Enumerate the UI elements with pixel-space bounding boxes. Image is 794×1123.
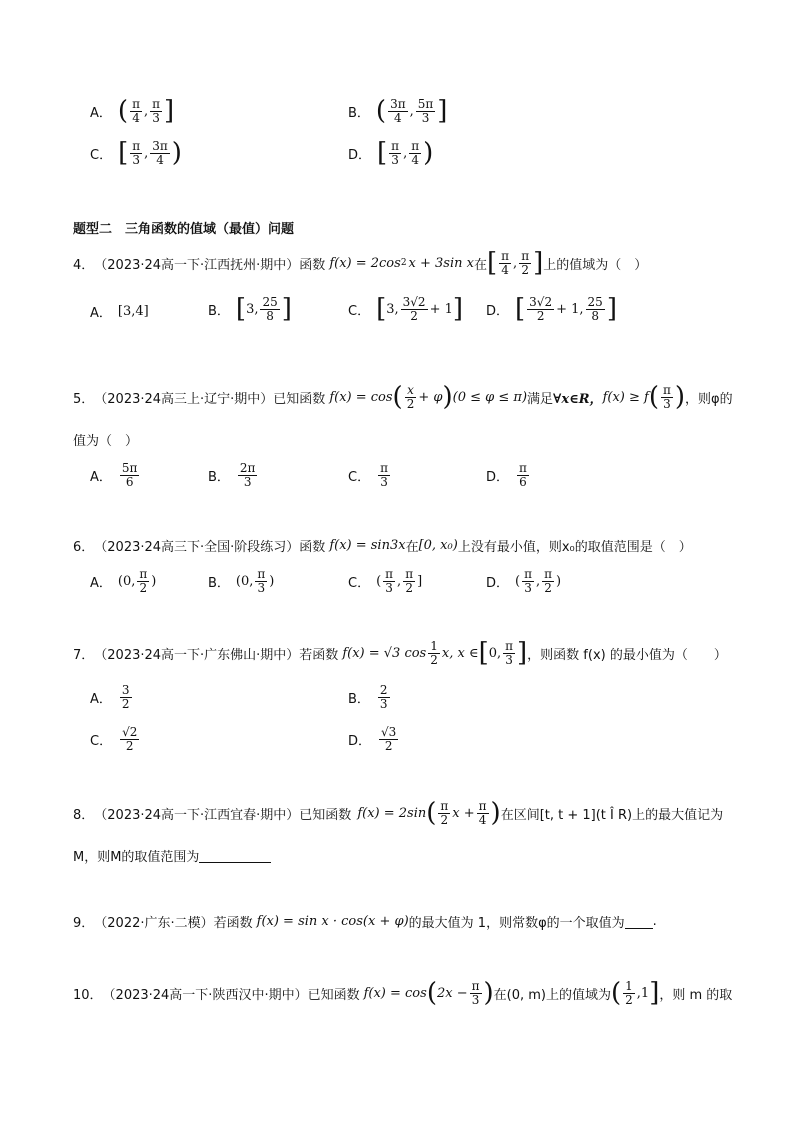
fraction: $\frac{2\pi}{3}$ — [239, 461, 256, 489]
question-7-stem: 7． （2023·24高一下·广东佛山·期中）若函数 f(x) = √3 cos $\frac{1}{2}$ x, x ∈ [ 0, $\frac{\pi}{3}$ ] ，则函数 f(x) 的最小值为（ ） — [73, 638, 727, 669]
fraction: $\frac{5\pi}{6}$ — [121, 461, 138, 489]
fraction: $\frac{1}{2}$ — [430, 639, 438, 667]
section-title: 题型二 三角函数的值域（最值）问题 — [73, 222, 295, 237]
answer-blank[interactable] — [625, 914, 653, 929]
q6-option-d: D． ( $\frac{\pi}{3}$ , $\frac{\pi}{2}$ ) — [486, 567, 562, 595]
fraction: $\frac{3}{2}$ — [121, 683, 130, 711]
q7-option-d: D． $\frac{√3}{2}$ — [348, 725, 397, 753]
q7-option-a: A． $\frac{3}{2}$ — [90, 683, 130, 711]
fraction: $\frac{3\pi}{4}$ — [152, 139, 168, 167]
fraction: $\frac{1}{2}$ — [625, 979, 633, 1007]
fraction: $\frac{\pi}{3}$ — [524, 567, 532, 595]
question-5-stem: 5． （2023·24高三上·辽宁·期中）已知函数 f(x) = cos ( $\frac{x}{2}$ + φ ) (0 ≤ φ ≤ π) 满足 ∀x∈R， f(x) ≥ f ( $\frac{\pi}{3}$ ) ，则φ的 — [73, 382, 733, 413]
q7-option-b: B． $\frac{2}{3}$ — [348, 683, 388, 711]
fraction: $\frac{\pi}{3}$ — [505, 639, 514, 667]
q4-option-c: C． [ 3, $\frac{3√2}{2}$ + 1 ] — [348, 294, 464, 325]
fraction: $\frac{√3}{2}$ — [381, 725, 397, 753]
question-8-line2: M，则M的取值范围为 — [73, 846, 271, 865]
q4-option-a: A． [3,4] — [90, 304, 149, 321]
q6-option-a: A． (0, $\frac{\pi}{2}$ ) — [90, 567, 157, 595]
fraction: $\frac{\pi}{6}$ — [519, 461, 527, 489]
q5-option-c: C． $\frac{\pi}{3}$ — [348, 461, 388, 489]
fraction: $\frac{\pi}{2}$ — [139, 567, 148, 595]
fraction: $\frac{\pi}{3}$ — [662, 383, 671, 411]
fraction: $\frac{\pi}{4}$ — [478, 799, 487, 827]
fraction: $\frac{\pi}{3}$ — [132, 139, 141, 167]
prev-option-d: D． [ $\frac{\pi}{3}$ , $\frac{\pi}{4}$ ) — [348, 138, 434, 169]
fraction: $\frac{x}{2}$ — [406, 383, 415, 411]
fraction: $\frac{3√2}{2}$ — [529, 295, 553, 323]
fraction: $\frac{\pi}{3}$ — [391, 139, 400, 167]
question-5-line2: 值为（ ） — [73, 434, 139, 449]
fraction: $\frac{25}{8}$ — [587, 295, 603, 323]
fraction: $\frac{\pi}{4}$ — [501, 249, 510, 277]
fraction: $\frac{\pi}{3}$ — [257, 567, 266, 595]
q5-option-b: B． $\frac{2\pi}{3}$ — [208, 461, 256, 489]
q7-option-c: C． $\frac{√2}{2}$ — [90, 725, 138, 753]
q5-option-d: D． $\frac{\pi}{6}$ — [486, 461, 527, 489]
question-9-stem: 9． （2022·广东·二模）若函数 f(x) = sin x · cos(x + φ) 的最大值为 1，则常数φ的一个取值为 . — [73, 914, 657, 931]
fraction: $\frac{2}{3}$ — [379, 683, 388, 711]
fraction: $\frac{\pi}{2}$ — [405, 567, 414, 595]
q6-option-c: C． ( $\frac{\pi}{3}$ , $\frac{\pi}{2}$ ] — [348, 567, 423, 595]
fraction: $\frac{\pi}{3}$ — [152, 97, 160, 125]
fraction: $\frac{3\pi}{4}$ — [390, 97, 406, 125]
fraction: $\frac{\pi}{3}$ — [385, 567, 394, 595]
fraction: $\frac{\pi}{2}$ — [521, 249, 530, 277]
fraction: $\frac{√2}{2}$ — [122, 725, 138, 753]
answer-blank[interactable] — [199, 848, 271, 863]
fraction: $\frac{25}{8}$ — [262, 295, 278, 323]
fraction: $\frac{\pi}{2}$ — [440, 799, 449, 827]
q5-option-a: A． $\frac{5\pi}{6}$ — [90, 461, 138, 489]
question-6-stem: 6． （2023·24高三下·全国·阶段练习）函数 f(x) = sin3x 在 [0, x₀) 上没有最小值，则x₀的取值范围是（ ） — [73, 538, 692, 555]
prev-option-a: A． ( $\frac{\pi}{4}$ , $\frac{\pi}{3}$ ] — [90, 96, 175, 127]
prev-option-b: B． ( $\frac{3\pi}{4}$ , $\frac{5\pi}{3}$ ] — [348, 96, 448, 127]
fraction: $\frac{\pi}{3}$ — [380, 461, 388, 489]
question-4-stem: 4． （2023·24高一下·江西抚州·期中）函数 f(x) = 2cos 2 x + 3sin x 在 [ $\frac{\pi}{4}$ , $\frac{\pi}{2}$ ] 上的值域为（ ） — [73, 248, 648, 279]
question-10-stem: 10． （2023·24高一下·陕西汉中·期中）已知函数 f(x) = cos ( 2x − $\frac{\pi}{3}$ ) 在(0, m)上的值域为 ( $\frac{1}{2}$ ,1 ] ，则 m 的取 — [73, 978, 733, 1009]
question-8-stem: 8． （2023·24高一下·江西宜春·期中）已知函数 f(x) = 2sin ( $\frac{\pi}{2}$ x + $\frac{\pi}{4}$ ) 在区间[t, t + 1](t Î R)上的最大值记为 — [73, 798, 724, 829]
fraction: $\frac{\pi}{2}$ — [544, 567, 553, 595]
fraction: $\frac{3√2}{2}$ — [402, 295, 426, 323]
q4-option-b: B． [ 3, $\frac{25}{8}$ ] — [208, 294, 292, 325]
fraction: $\frac{5\pi}{3}$ — [417, 97, 434, 125]
q4-option-d: D． [ $\frac{3√2}{2}$ + 1, $\frac{25}{8}$ ] — [486, 294, 617, 325]
fraction: $\frac{\pi}{4}$ — [411, 139, 420, 167]
fraction: $\frac{\pi}{3}$ — [471, 979, 480, 1007]
fraction: $\frac{\pi}{4}$ — [132, 97, 140, 125]
q6-option-b: B． (0, $\frac{\pi}{3}$ ) — [208, 567, 275, 595]
prev-option-c: C． [ $\frac{\pi}{3}$ , $\frac{3\pi}{4}$ ) — [90, 138, 182, 169]
